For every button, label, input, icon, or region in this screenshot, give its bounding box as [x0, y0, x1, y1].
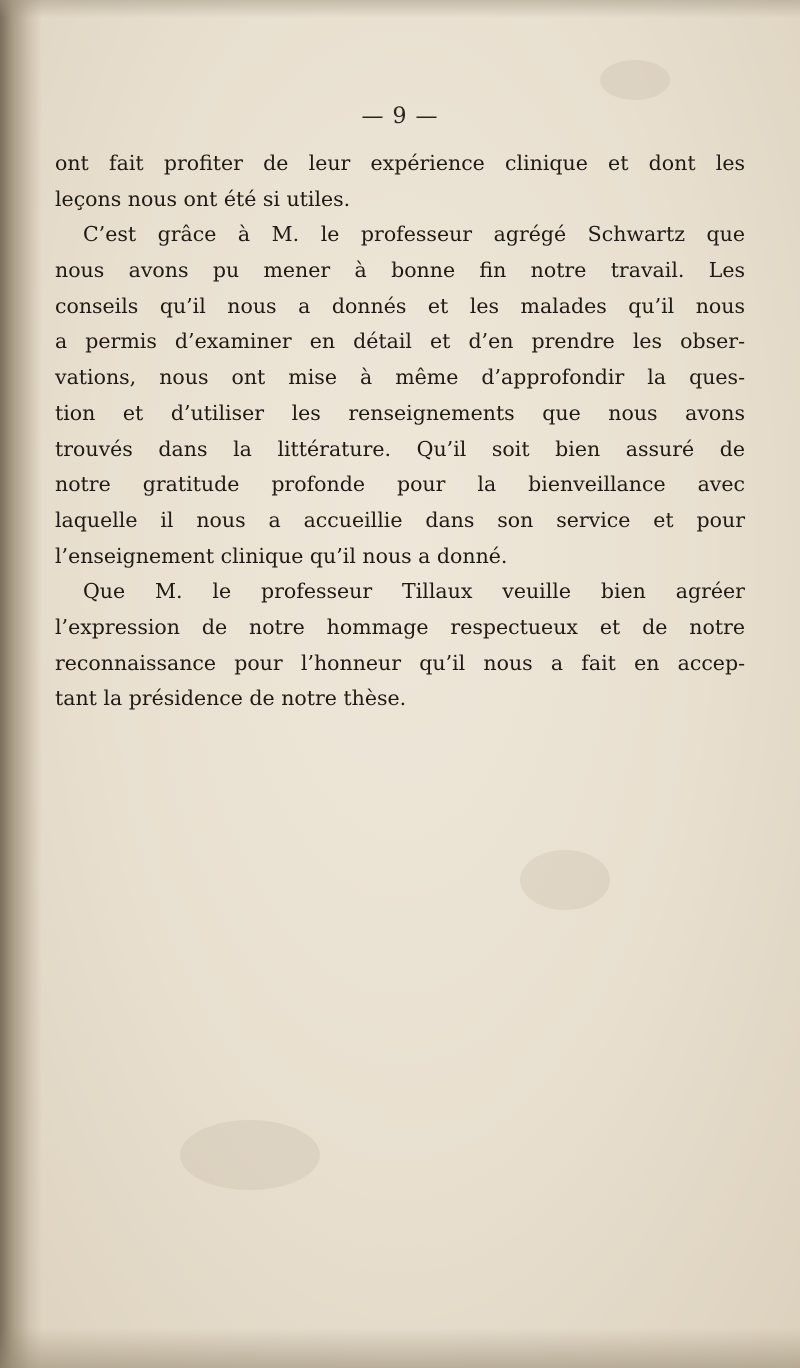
text-line: tant la présidence de notre thèse.: [55, 686, 407, 711]
page-bottom-shadow: [0, 1328, 800, 1368]
text-line: leçons nous ont été si utiles.: [55, 186, 351, 211]
text-line: laquelle il nous a accueillie dans son service et pour: [55, 507, 745, 532]
text-line: tion et d’utiliser les renseignements que nous avons: [55, 400, 745, 425]
text-line: a permis d’examiner en détail et d’en prendre les obser-: [55, 329, 745, 354]
paper-stain: [600, 60, 670, 100]
text-line: conseils qu’il nous a donnés et les malades qu’il nous: [55, 293, 745, 318]
text-line: reconnaissance pour l’honneur qu’il nous a fait en accep-: [55, 650, 745, 675]
text-line: nous avons pu mener à bonne fin notre travail. Les: [55, 258, 745, 283]
page-top-shadow: [0, 0, 800, 18]
text-line: l’enseignement clinique qu’il nous a donné.: [55, 543, 508, 568]
text-line: Que M. le professeur Tillaux veuille bien agréer: [83, 579, 745, 604]
text-line: C’est grâce à M. le professeur agrégé Schwartz que: [83, 222, 745, 247]
page-number: — 9 —: [361, 104, 439, 129]
text-line: ont fait profiter de leur expérience clinique et dont les: [55, 151, 745, 175]
paper-stain: [520, 850, 610, 910]
text-line: vations, nous ont mise à même d’approfondir la ques-: [55, 365, 745, 390]
text-line: notre gratitude profonde pour la bienveillance avec: [55, 472, 745, 497]
paper-stain: [180, 1120, 320, 1190]
paragraph-1: [55, 146, 745, 217]
body-text: [55, 146, 745, 717]
text-line: trouvés dans la littérature. Qu’il soit bien assuré de: [55, 436, 745, 461]
text-line: l’expression de notre hommage respectueux et de notre: [55, 614, 745, 639]
paragraph-2: [55, 217, 745, 574]
paragraph-3: [55, 574, 745, 717]
page-edge-shadow: [0, 0, 42, 1368]
